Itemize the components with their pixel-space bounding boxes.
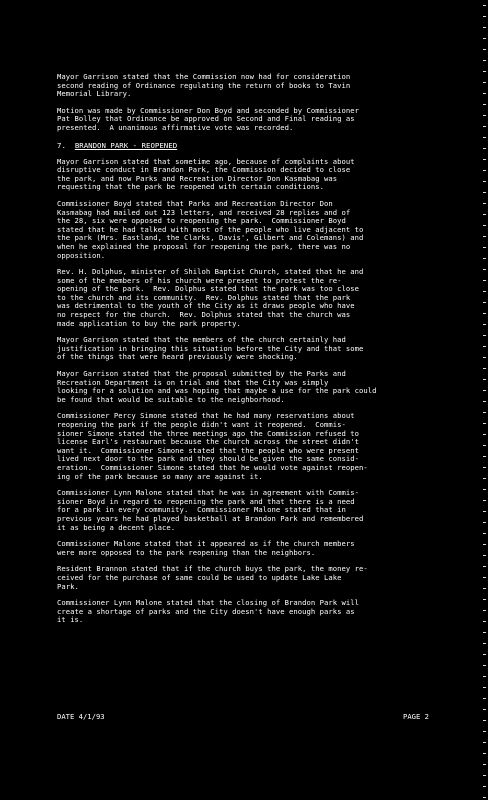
paragraph-brannon: Resident Brannon stated that if the church buys the park, the money re- ceived for the purchase of same could be used to update Lake Lake Park.: [57, 564, 368, 591]
paragraph-rev-dolphus: Rev. H. Dolphus, minister of Shiloh Baptist Church, stated that he and some of the members of his church were present to protest the re- opening of the park. Rev. Dolphus stated that the park was too close to the church and its community. Rev. Dolphus stated that the park was detrimental to the youth of the City as it draws people who have no respect for the church. Rev. Dolphus stated that the church was made application to buy the park property.: [57, 267, 364, 328]
paragraph-malone-shortage: Commissioner Lynn Malone stated that the closing of Brandon Park will create a shortage of parks and the City doesn't have enough parks as it is.: [57, 598, 360, 625]
section-heading: [57, 141, 459, 150]
paragraph-malone-agreement: Commissioner Lynn Malone stated that he was in agreement with Commis- sioner Boyd in regard to reopening the park and that there is a need for a park in every community. Commissioner Malone stated that in previous years he had played basketball at Brandon Park and remembered it as being a decent place.: [57, 488, 364, 532]
section-number: 7.: [57, 140, 66, 150]
paragraph-simone: Commissioner Percy Simone stated that he had many reservations about reopening the park if the people didn't want it reopened. Commis- sioner Simone stated the three meetings ago the Commission refused to license Earl's restaurant because the church across the street didn't want it. Commissioner Simone stated that the people who were present lived next door to the park and they should be given the same consid- eration. Commissioner Simone stated that he would vote against reopen- ing of the park because so many are against it.: [57, 411, 368, 481]
paragraph-garrison-justification: Mayor Garrison stated that the members of the church certainly had justification in bringing this situation before the City and that some of the things that were heard previously were shocking.: [57, 335, 364, 362]
footer-page-number: PAGE 2: [403, 712, 429, 721]
page-footer: [57, 712, 459, 721]
paragraph-motion-approved: Motion was made by Commissioner Don Boyd and seconded by Commissioner Pat Bolley that Ordinance be approved on Second and Final reading as presented. A unanimous affirmative vote was recorded.: [57, 105, 360, 132]
paragraph-library-ordinance: Mayor Garrison stated that the Commission now had for consideration second reading of Ordinance regulating the return of books to Tavin Memorial Library.: [57, 72, 351, 99]
paragraph-boyd-letters: Commissioner Boyd stated that Parks and Recreation Director Don Kasmabag had mailed out 123 letters, and received 28 replies and of the 28, six were opposed to reopening the park. Commissioner Boyd stated that he had talked with most of the people who live adjacent to the park (Mrs. Eastland, the Clarks, Davis', Gilbert and Colemans) and when he explained the proposal for reopening the park, there was no opposition.: [57, 198, 364, 260]
paragraph-malone-church: Commissioner Malone stated that it appeared as if the church members were more opposed to the park reopening than the neighbors.: [57, 539, 355, 557]
scan-edge-artifact: [483, 0, 486, 800]
paragraph-garrison-proposal: Mayor Garrison stated that the proposal submitted by the Parks and Recreation Department is on trial and that the City was simply looking for a solution and was hoping that maybe a use for the park could be found that would be suitable to the neighborhood.: [57, 369, 377, 404]
minutes-body: [57, 73, 459, 633]
paragraph-park-intro: Mayor Garrison stated that sometime ago, because of complaints about disruptive conduct in Brandon Park, the Commission decided to close the park, and now Parks and Recreation Director Don Kasmabag was requesting that the park be reopened with certain conditions.: [57, 156, 355, 192]
section-title: BRANDON PARK - REOPENED: [74, 140, 178, 150]
footer-date: DATE 4/1/93: [57, 712, 105, 721]
